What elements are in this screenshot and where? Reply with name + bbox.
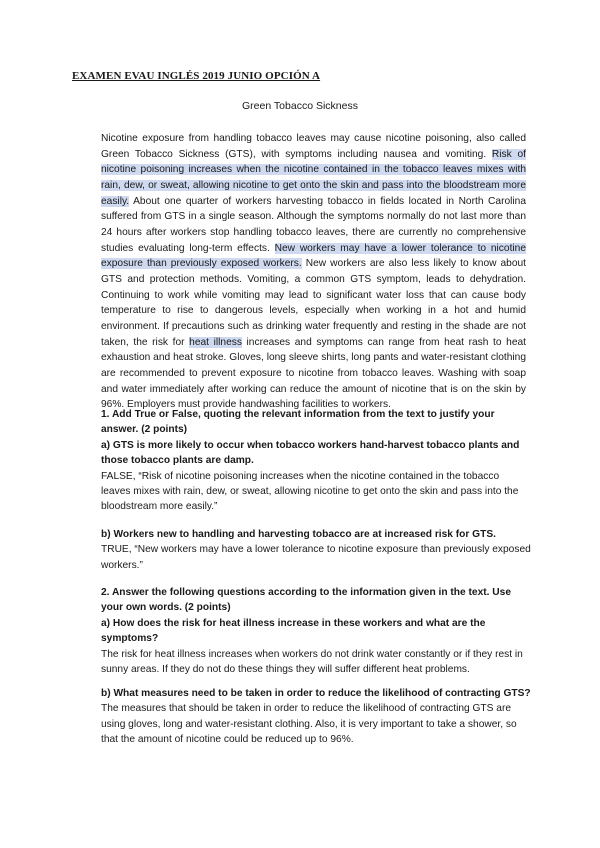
question-1b-block: [101, 527, 531, 573]
answer-2a: The risk for heat illness increases when workers do not drink water constantly or if they rest in sunny areas. If they do not do these things they will suffer different heat problems.: [101, 648, 523, 676]
question-2b-block: [101, 686, 531, 748]
paragraph-segment: About one quarter of workers harvesting tobacco in fields located in North Carolina suffered from GTS in a single season. Although the symptoms normally do not last more than 24 hours after workers stop handling tobacco leaves, there are currently no comprehensive studies evaluating long-term effects.: [101, 195, 526, 254]
exam-heading: EXAMEN EVAU INGLÉS 2019 JUNIO OPCIÓN A: [72, 70, 321, 82]
reading-paragraph: [101, 131, 526, 413]
question-1-block: [101, 407, 531, 515]
question-2a: a) How does the risk for heat illness increase in these workers and what are the symptoms?: [101, 617, 486, 645]
highlighted-text: Risk of nicotine poisoning increases when the nicotine contained in the tobacco leaves mixes with rain, dew, or sweat, allowing nicotine to get onto the skin and pass into the bloodstream more easily.: [101, 148, 526, 207]
answer-1b: TRUE, “New workers may have a lower tolerance to nicotine exposure than previously exposed workers.”: [101, 544, 531, 571]
highlighted-text: heat illness: [189, 336, 242, 348]
paragraph-segment: New workers are also less likely to know about GTS and protection methods. Vomiting, a common GTS symptom, leads to dehydration. Continuing to work while vomiting may lead to significant water loss that can cause body temperature to rise to dangerous levels, especially when working in a hot and humid environment. If precautions such as drinking water frequently and resting in the shade are not taken, the risk for: [101, 258, 526, 348]
question-2-block: [101, 585, 531, 677]
question-1-prompt: 1. Add True or False, quoting the relevant information from the text to justify your answer. (2 points): [101, 409, 495, 436]
text-title: Green Tobacco Sickness: [242, 100, 358, 112]
question-1a: a) GTS is more likely to occur when tobacco workers hand-harvest tobacco plants and those tobacco plants are damp.: [101, 439, 520, 467]
paragraph-segment: Nicotine exposure from handling tobacco leaves may cause nicotine poisoning, also called Green Tobacco Sickness (GTS), with symptoms including nausea and vomiting.: [101, 133, 526, 160]
answer-1a: FALSE, “Risk of nicotine poisoning increases when the nicotine contained in the tobacco leaves mixes with rain, dew, or sweat, allowing nicotine to get onto the skin and pass into the bloodstream more easily.”: [101, 470, 519, 513]
answer-2b: The measures that should be taken in order to reduce the likelihood of contracting GTS are using gloves, long and water-resistant clothing. Also, it is very important to take a shower, so that the amount of nicotine could be reduced up to 96%.: [101, 703, 517, 746]
question-1b: b) Workers new to handling and harvesting tobacco are at increased risk for GTS.: [101, 529, 496, 540]
highlighted-text: New workers may have a lower tolerance to nicotine exposure than previously exposed workers.: [101, 242, 526, 270]
paragraph-segment: increases and symptoms can range from heat rash to heat exhaustion and heat stroke. Gloves, long sleeve shirts, long pants and water-resistant clothing are recommended to prevent exposure to nicotine from tobacco leaves. Washing with soap and water immediately after working can reduce the amount of nicotine that is on the skin by 96%. Employers must provide handwashing facilities to workers.: [101, 336, 527, 411]
question-2-prompt: 2. Answer the following questions according to the information given in the text. Use your own words. (2 points): [101, 587, 511, 614]
question-2b: b) What measures need to be taken in order to reduce the likelihood of contracting GTS?: [101, 688, 531, 699]
